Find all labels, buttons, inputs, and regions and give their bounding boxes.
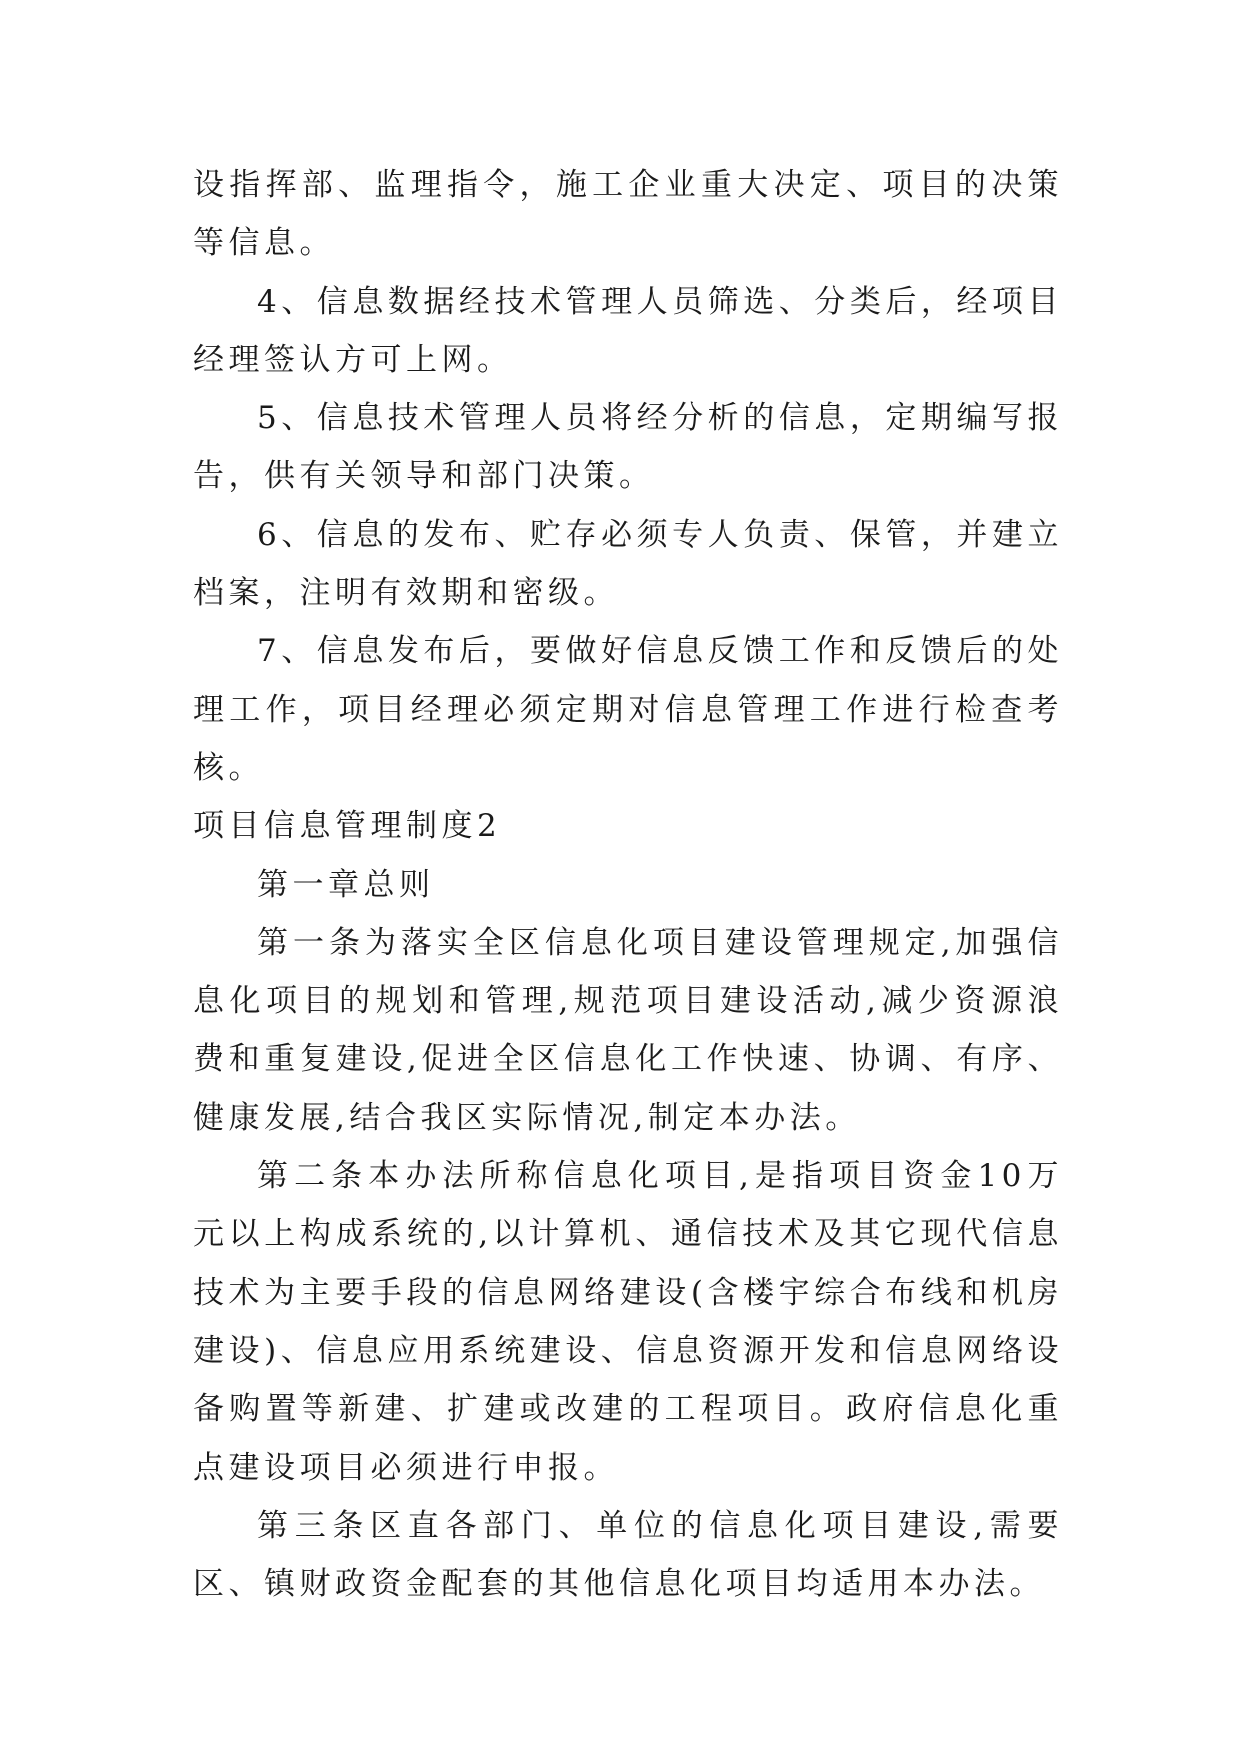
chapter-title: 第一章总则 <box>257 866 435 903</box>
article-1: 第一条为落实全区信息化项目建设管理规定,加强信息化项目的规划和管理,规范项目建设活动,减少资源浪费和重复建设,促进全区信息化工作快速、协调、有序、健康发展,结合我区实际情况,制定本办法。 <box>193 924 1063 1136</box>
article-2: 第二条本办法所称信息化项目,是指项目资金10万元以上构成系统的,以计算机、通信技术及其它现代信息技术为主要手段的信息网络建设(含楼宇综合布线和机房建设)、信息应用系统建设、信息资源开发和信息网络设备购置等新建、扩建或改建的工程项目。政府信息化重点建设项目必须进行申报。 <box>193 1158 1063 1486</box>
document-body <box>193 156 1063 1613</box>
paragraph-item-5: 5、信息技术管理人员将经分析的信息，定期编写报告，供有关领导和部门决策。 <box>193 400 1063 495</box>
paragraph-item-6: 6、信息的发布、贮存必须专人负责、保管，并建立档案，注明有效期和密级。 <box>193 516 1063 612</box>
paragraph-continuation: 设指挥部、监理指令，施工企业重大决定、项目的决策等信息。 <box>193 167 1063 262</box>
paragraph-item-4: 4、信息数据经技术管理人员筛选、分类后，经项目经理签认方可上网。 <box>193 283 1063 378</box>
article-3: 第三条区直各部门、单位的信息化项目建设,需要区、镇财政资金配套的其他信息化项目均适用本办法。 <box>193 1507 1063 1603</box>
paragraph-item-7: 7、信息发布后，要做好信息反馈工作和反馈后的处理工作，项目经理必须定期对信息管理工作进行检查考核。 <box>193 633 1063 786</box>
section-heading: 项目信息管理制度2 <box>193 808 502 845</box>
